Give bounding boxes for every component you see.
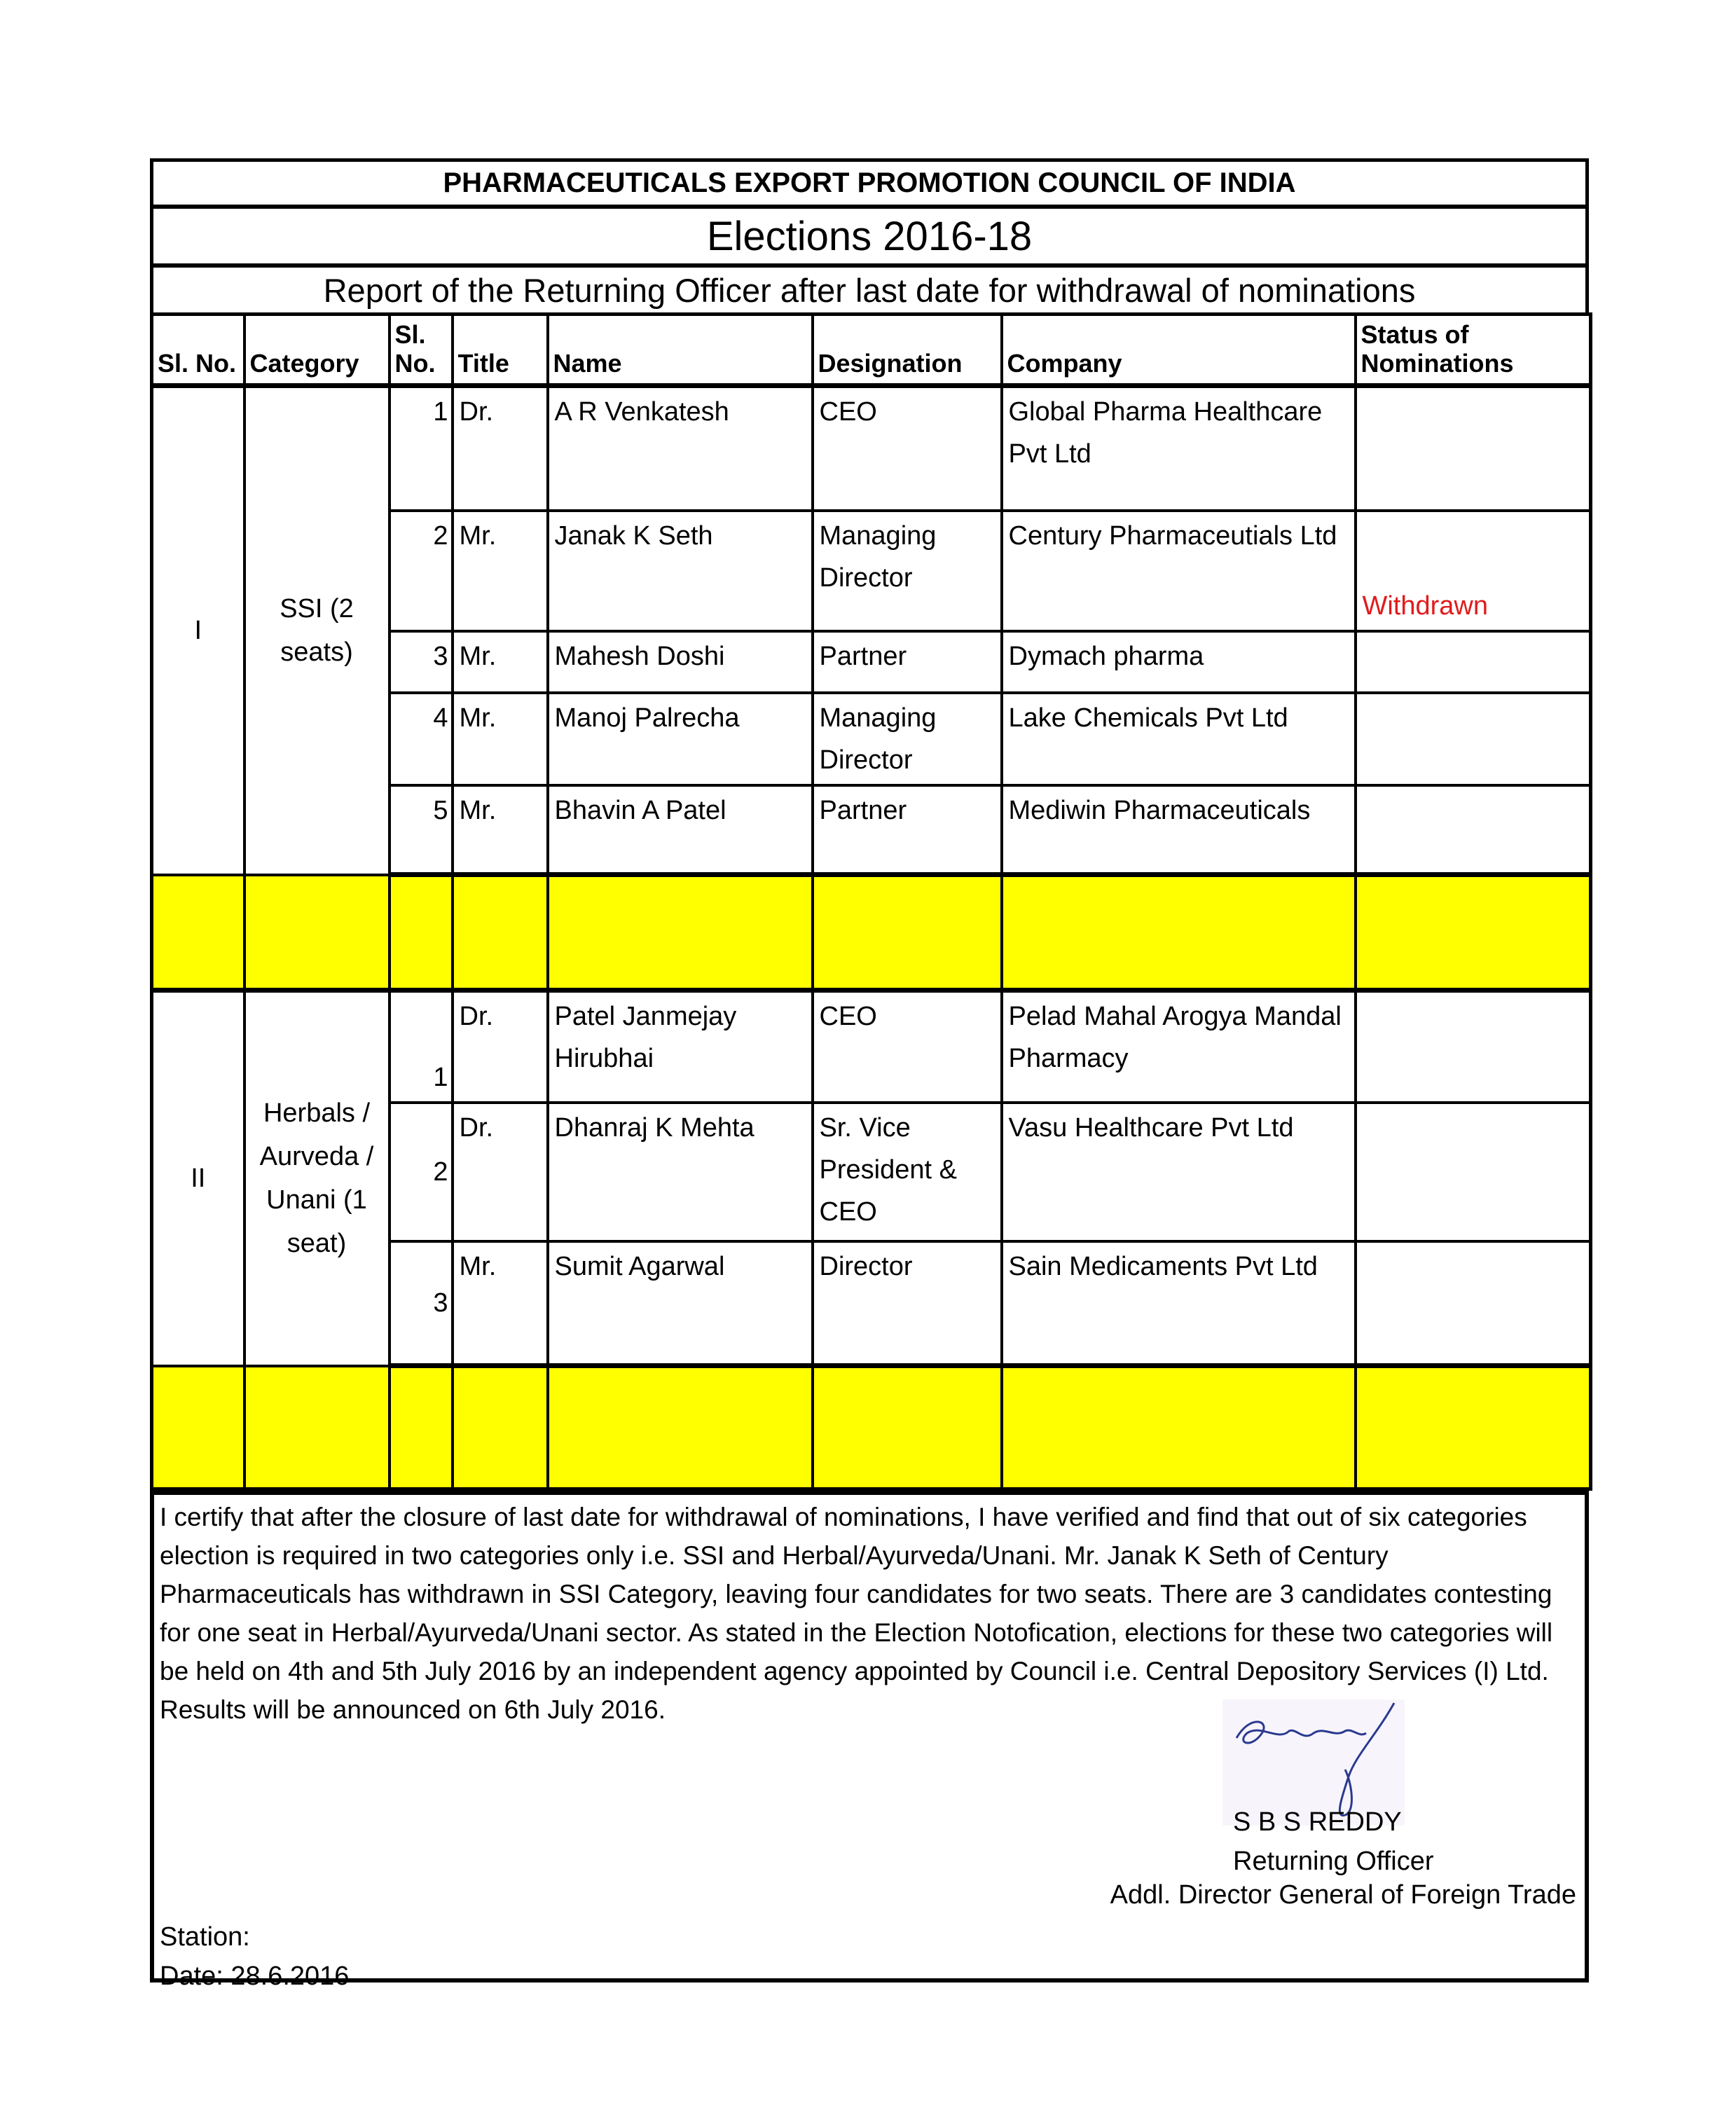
row-name: Bhavin A Patel	[548, 785, 813, 875]
row-number: 4	[390, 693, 453, 785]
col-header-name: Name	[548, 315, 813, 386]
row-status	[1356, 1241, 1591, 1366]
row-number: 3	[390, 631, 453, 693]
row-title: Mr.	[453, 631, 548, 693]
row-designation: Partner	[813, 631, 1002, 693]
row-status	[1356, 386, 1591, 511]
row-name: Patel Janmejay Hirubhai	[548, 991, 813, 1103]
row-name: Sumit Agarwal	[548, 1241, 813, 1366]
row-status	[1356, 631, 1591, 693]
row-name: Dhanraj K Mehta	[548, 1103, 813, 1241]
row-designation: CEO	[813, 991, 1002, 1103]
organization-title: PHARMACEUTICALS EXPORT PROMOTION COUNCIL OF INDIA	[150, 158, 1589, 205]
election-title: Elections 2016-18	[150, 205, 1589, 263]
col-header-sub-sl-no: Sl. No.	[390, 315, 453, 386]
row-status	[1356, 693, 1591, 785]
row-title: Dr.	[453, 386, 548, 511]
group-category: SSI (2 seats)	[244, 386, 390, 875]
certification-box	[150, 1491, 1589, 1991]
table-row	[152, 991, 1591, 1103]
row-company: Dymach pharma	[1002, 631, 1356, 693]
row-number: 2	[390, 511, 453, 631]
row-designation: CEO	[813, 386, 1002, 511]
group-sl-no: I	[152, 386, 244, 875]
col-header-status: Status of Nominations	[1356, 315, 1591, 386]
report-title: Report of the Returning Officer after last date for withdrawal of nominations	[150, 263, 1589, 312]
row-name: Janak K Seth	[548, 511, 813, 631]
row-designation: Sr. Vice President & CEO	[813, 1103, 1002, 1241]
row-designation: Managing Director	[813, 693, 1002, 785]
withdrawn-status: Withdrawn	[1356, 511, 1591, 631]
row-status	[1356, 1103, 1591, 1241]
col-header-designation: Designation	[813, 315, 1002, 386]
station-label: Station:	[160, 1922, 250, 1952]
table-row	[152, 386, 1591, 511]
row-company: Sain Medicaments Pvt Ltd	[1002, 1241, 1356, 1366]
group-sl-no: II	[152, 991, 244, 1366]
row-company: Century Pharmaceutials Ltd	[1002, 511, 1356, 631]
row-number: 5	[390, 785, 453, 875]
table-header-row	[152, 315, 1591, 386]
report-sheet	[150, 158, 1589, 1991]
nominations-table	[150, 312, 1592, 1491]
row-status	[1356, 991, 1591, 1103]
row-number: 2	[390, 1103, 453, 1241]
certification-text: I certify that after the closure of last date for withdrawal of nominations, I have verified and find that out of six categories election is required in two categories only i.e. SSI and Herbal/Ayurveda/Unani. Mr. Janak K Seth of Century Pharmaceuticals has withdrawn in SSI Category, leaving four candidates for two seats. There are 3 candidates contesting for one seat in Herbal/Ayurveda/Unani sector. As stated in the Election Notofication, elections for these two categories will be held on 4th and 5th July 2016 by an independent agency appointed by Council i.e. Central Depository Services (I) Ltd. Results will be announced on 6th July 2016.	[160, 1503, 1553, 1724]
row-title: Mr.	[453, 511, 548, 631]
col-header-category: Category	[244, 315, 390, 386]
row-company: Vasu Healthcare Pvt Ltd	[1002, 1103, 1356, 1241]
col-header-sl-no: Sl. No.	[152, 315, 244, 386]
row-title: Dr.	[453, 1103, 548, 1241]
row-number: 3	[390, 1241, 453, 1366]
row-designation: Partner	[813, 785, 1002, 875]
separator-row	[152, 1366, 1591, 1489]
row-status	[1356, 785, 1591, 875]
row-title: Mr.	[453, 693, 548, 785]
row-number: 1	[390, 386, 453, 511]
group-category: Herbals / Aurveda / Unani (1 seat)	[244, 991, 390, 1366]
date-label: Date: 28.6.2016	[160, 1961, 350, 1991]
row-title: Mr.	[453, 785, 548, 875]
row-company: Global Pharma Healthcare Pvt Ltd	[1002, 386, 1356, 511]
signatory-role: Returning Officer	[1233, 1847, 1434, 1876]
row-designation: Director	[813, 1241, 1002, 1366]
row-name: A R Venkatesh	[548, 386, 813, 511]
row-name: Mahesh Doshi	[548, 631, 813, 693]
row-company: Pelad Mahal Arogya Mandal Pharmacy	[1002, 991, 1356, 1103]
separator-row	[152, 875, 1591, 991]
signatory-designation: Addl. Director General of Foreign Trade	[1110, 1880, 1576, 1910]
row-title: Mr.	[453, 1241, 548, 1366]
row-company: Mediwin Pharmaceuticals	[1002, 785, 1356, 875]
row-designation: Managing Director	[813, 511, 1002, 631]
row-number: 1	[390, 991, 453, 1103]
row-name: Manoj Palrecha	[548, 693, 813, 785]
row-company: Lake Chemicals Pvt Ltd	[1002, 693, 1356, 785]
signatory-name: S B S REDDY	[1233, 1807, 1402, 1837]
col-header-company: Company	[1002, 315, 1356, 386]
row-title: Dr.	[453, 991, 548, 1103]
col-header-title: Title	[453, 315, 548, 386]
